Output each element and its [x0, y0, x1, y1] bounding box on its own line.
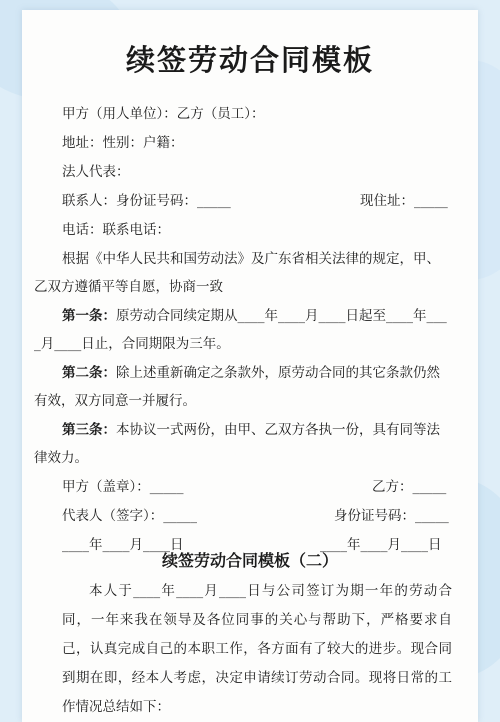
article-3-line-1: [62, 421, 440, 439]
residence-line: 现住址：_____: [360, 193, 448, 209]
address-line: 地址：性别：户籍：: [62, 135, 184, 151]
date-right: ____年____月____日: [320, 537, 442, 553]
body-paragraph-2: 本人于____年____月____日与公司签订为期一年的劳动合同，一年来我在领导及各位同事的关心与帮助下，严格要求自己，认真完成自己的本职工作，各方面有了较大的进步。现合同到期在即，经本人考虑，决定申请续订劳动合同。现将日常的工作情况总结如下：: [62, 583, 452, 715]
subtitle: 续签劳动合同模板（二）: [161, 551, 338, 570]
article-2-line-2: 有效，双方同意一并履行。: [34, 393, 196, 409]
document-page: [22, 10, 478, 722]
article-2-line-1: [62, 364, 440, 382]
intro-line-1: 根据《中华人民共和国劳动法》及广东省相关法律的规定，甲、: [62, 251, 440, 267]
article-1-label: 第一条：: [62, 308, 116, 324]
sign-party-b: 乙方：_____: [372, 479, 447, 495]
contact-person-line: 联系人：身份证号码：_____: [62, 193, 231, 209]
party-line: 甲方（用人单位）：乙方（员工）：: [62, 106, 265, 122]
article-3-text-1: 本协议一式两份，由甲、乙双方各执一份，具有同等法: [116, 422, 440, 438]
date-left: ____年____月____日: [62, 537, 184, 553]
representative-sign: 代表人（签字）：_____: [62, 508, 197, 524]
legal-rep-line: 法人代表：: [62, 164, 130, 180]
id-number-sign: 身份证号码：_____: [334, 508, 449, 524]
article-1-text-1: 原劳动合同续定期从____年____月____日起至____年___: [116, 308, 447, 324]
article-3-line-2: 律效力。: [34, 450, 88, 466]
article-1-line-1: [62, 307, 447, 325]
phone-line: 电话：联系电话：: [62, 222, 170, 238]
intro-line-2: 乙双方遵循平等自愿，协商一致: [34, 279, 223, 295]
article-2-label: 第二条：: [62, 365, 116, 381]
article-3-label: 第三条：: [62, 422, 116, 438]
document-title: 续签劳动合同模板: [125, 43, 374, 77]
article-1-line-2: _月____日止，合同期限为三年。: [34, 336, 230, 352]
article-2-text-1: 除上述重新确定之条款外，原劳动合同的其它条款仍然: [116, 365, 440, 381]
sign-party-a: 甲方（盖章）：_____: [62, 479, 184, 495]
